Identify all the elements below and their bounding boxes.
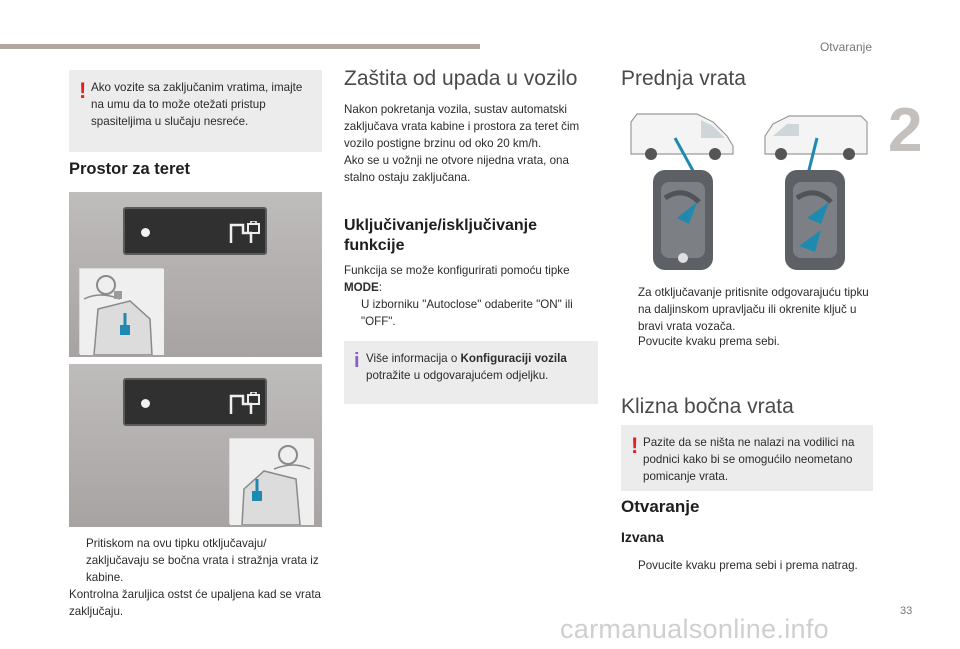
- info-text: [366, 350, 588, 384]
- heading-front-doors: Prednja vrata: [621, 67, 746, 90]
- bullet-cargo: [69, 535, 322, 586]
- cargo-note: Kontrolna žaruljica ostst će upaljena kad se vrata zaključaju.: [69, 588, 321, 618]
- heading-activation: Uključivanje/isključivanje funkcije: [344, 217, 537, 254]
- bullet-unlock-text: Za otključavanje pritisnite odgovarajuću tipku na daljinskom upravljaču ili okrenite ključ u bravi vrata vozača.: [638, 286, 869, 333]
- header-bar: [0, 44, 480, 49]
- front-door-figure-right: [759, 106, 871, 274]
- heading-anti-intrusion: Zaštita od upada u vozilo: [344, 67, 578, 90]
- info-suffix: potražite u odgovarajućem odjeljku.: [366, 369, 549, 382]
- mode-key: MODE: [344, 281, 379, 294]
- indicator-dot-icon: [141, 228, 150, 237]
- warning-icon: !: [631, 433, 639, 458]
- config-text: [344, 262, 598, 296]
- header-section-title: Otvaranje: [819, 40, 872, 54]
- heading-outside: Izvana: [621, 529, 664, 545]
- warning-icon: !: [79, 78, 87, 103]
- bullet-unlock: [621, 284, 873, 335]
- info-bold-link: Konfiguraciji vozila: [460, 352, 567, 365]
- warning-box-sliding: [621, 425, 873, 491]
- info-box-config: [344, 341, 598, 404]
- chapter-number: 2: [888, 96, 923, 165]
- config-text-main: Funkcija se može konfigurirati pomoću tipke: [344, 264, 570, 277]
- front-door-figure-left: [627, 106, 739, 274]
- bullet-autoclose-text: U izborniku "Autoclose" odaberite "ON" ili "OFF".: [361, 298, 573, 328]
- cabin-door-inset-2: [229, 438, 313, 524]
- heading-opening: Otvaranje: [621, 497, 700, 516]
- bullet-pull-text: Povucite kvaku prema sebi.: [638, 335, 780, 348]
- warning-text: Ako vozite sa zaključanim vratima, imajte na umu da to može otežati pristup spasiteljima u slučaju nesreće.: [91, 81, 303, 128]
- warning-box-lock: [69, 70, 322, 152]
- bullet-pull: [621, 333, 873, 350]
- heading-cargo: Prostor za teret: [69, 160, 191, 178]
- warning-sliding-text: Pazite da se ništa ne nalazi na vodilici na podnici kako bi se omogućilo neometano pomicanje vrata.: [643, 436, 855, 483]
- info-prefix: Više informacija o: [366, 352, 461, 365]
- indicator-dot-icon: [141, 399, 150, 408]
- bullet-autoclose: [344, 296, 598, 330]
- config-colon: :: [378, 281, 383, 294]
- info-icon: i: [354, 350, 360, 372]
- van-lock-icon: [229, 221, 261, 250]
- bullet-cargo-text: Pritiskom na ovu tipku otključavaju/ zaključavaju se bočna vrata i stražnja vrata iz kabine.: [86, 537, 319, 584]
- cargo-switch-photo-bottom: [69, 364, 322, 527]
- lock-switch-2: [123, 378, 267, 426]
- page-number: 33: [900, 605, 913, 617]
- anti-intrusion-text-2: Ako se u vožnji ne otvore nijedna vrata, ona stalno ostaju zaključana.: [344, 154, 569, 184]
- van-lock-icon: [229, 392, 261, 421]
- anti-intrusion-text: Nakon pokretanja vozila, sustav automatski zaključava vrata kabine i prostora za teret čim vozilo postigne brzinu od oko 20 km/h.: [344, 103, 580, 150]
- bullet-pull-back-text: Povucite kvaku prema sebi i prema natrag.: [638, 559, 858, 572]
- watermark: carmanualsonline.info: [560, 614, 829, 644]
- heading-sliding-door: Klizna bočna vrata: [621, 395, 794, 418]
- lock-switch: [123, 207, 267, 255]
- cargo-switch-photo-top: [69, 192, 322, 357]
- cabin-door-inset: [79, 268, 163, 354]
- bullet-pull-back: [621, 557, 873, 574]
